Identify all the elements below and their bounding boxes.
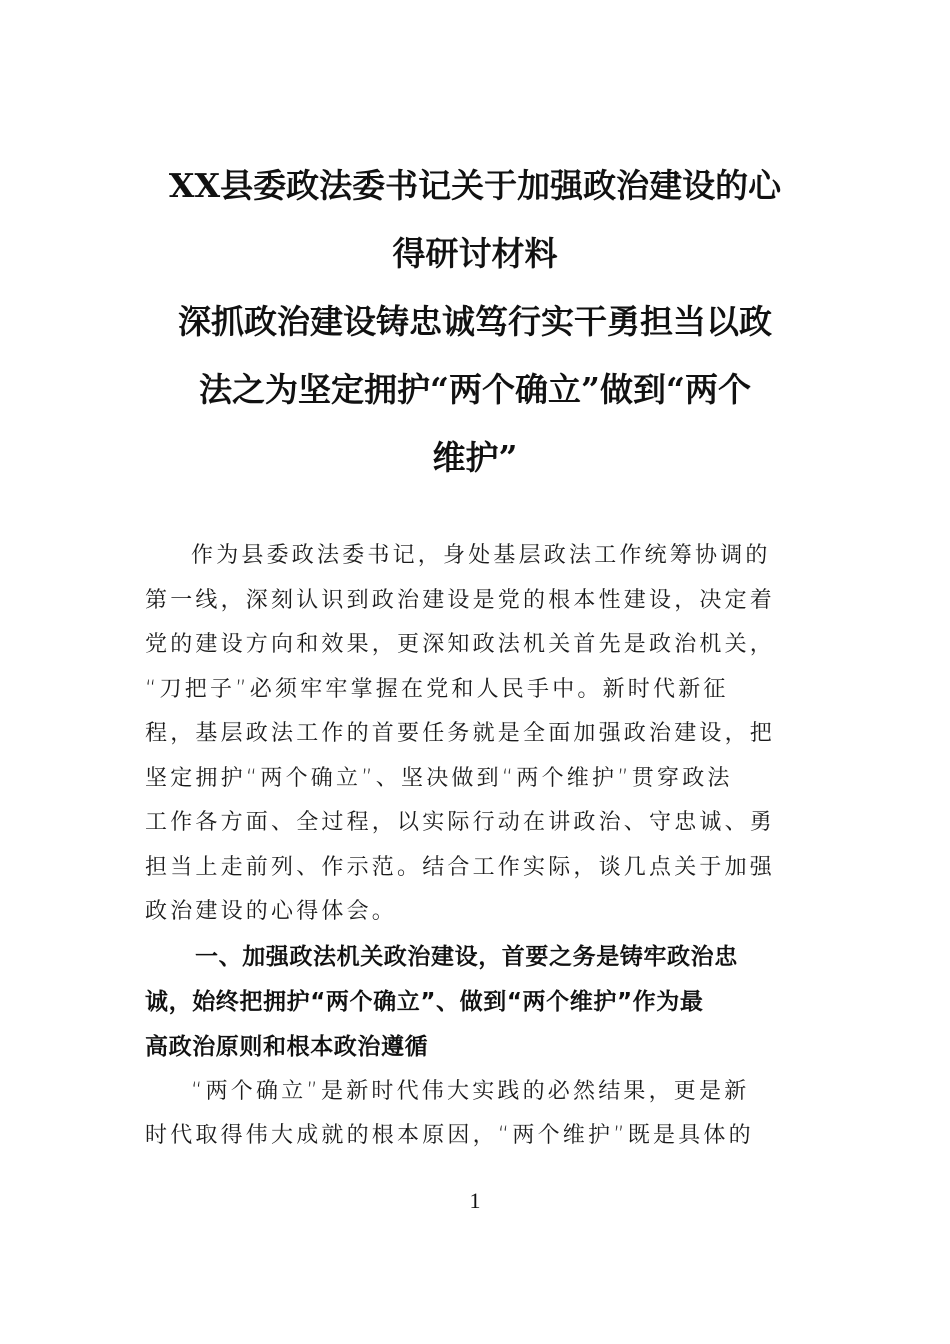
subtitle-line: 法之为坚定拥护“两个确立”做到“两个 [199, 370, 751, 409]
title-line: XX县委政法委书记关于加强政治建设的心 [168, 166, 782, 205]
text-line: 时代取得伟大成就的根本原因，“两个维护”既是具体的 [145, 1123, 754, 1148]
title-line: 得研讨材料 [392, 234, 558, 273]
paragraph-intro [145, 534, 785, 935]
section-heading-1 [145, 935, 785, 1070]
page-number: 1 [469, 1188, 481, 1213]
paragraph-section-1 [145, 1070, 785, 1159]
text-line: 坚定拥护“两个确立”、坚决做到“两个维护”贯穿政法 [145, 765, 733, 791]
text-line: “两个确立”是新时代伟大实践的必然结果，更是新 [191, 1078, 750, 1104]
subtitle-line: 深抓政治建设铸忠诚笃行实干勇担当以政 [178, 302, 772, 341]
text-line: “刀把子”必须牢牢掌握在党和人民手中。新时代新征 [145, 676, 729, 702]
heading-line: 高政治原则和根本政治遵循 [145, 1033, 429, 1060]
text-line: 第一线，深刻认识到政治建设是党的根本性建设，决定着 [145, 587, 776, 613]
subtitle-line: 维护” [432, 438, 518, 477]
text-line: 政治建设的心得体会。 [145, 899, 398, 924]
document-body [145, 534, 785, 1159]
heading-line: 一、加强政法机关政治建设，首要之务是铸牢政治忠 [195, 943, 738, 970]
heading-line: 诚，始终把拥护“两个确立”、做到“两个维护”作为最 [145, 988, 704, 1015]
text-line: 作为县委政法委书记，身处基层政法工作统筹协调的 [191, 543, 771, 568]
text-line: 担当上走前列、作示范。结合工作实际，谈几点关于加强 [145, 854, 776, 880]
text-line: 工作各方面、全过程，以实际行动在讲政治、守忠诚、勇 [145, 810, 776, 835]
document-title [140, 152, 810, 492]
text-line: 程，基层政法工作的首要任务就是全面加强政治建设，把 [145, 721, 776, 746]
text-line: 党的建设方向和效果，更深知政法机关首先是政治机关， [145, 632, 776, 657]
